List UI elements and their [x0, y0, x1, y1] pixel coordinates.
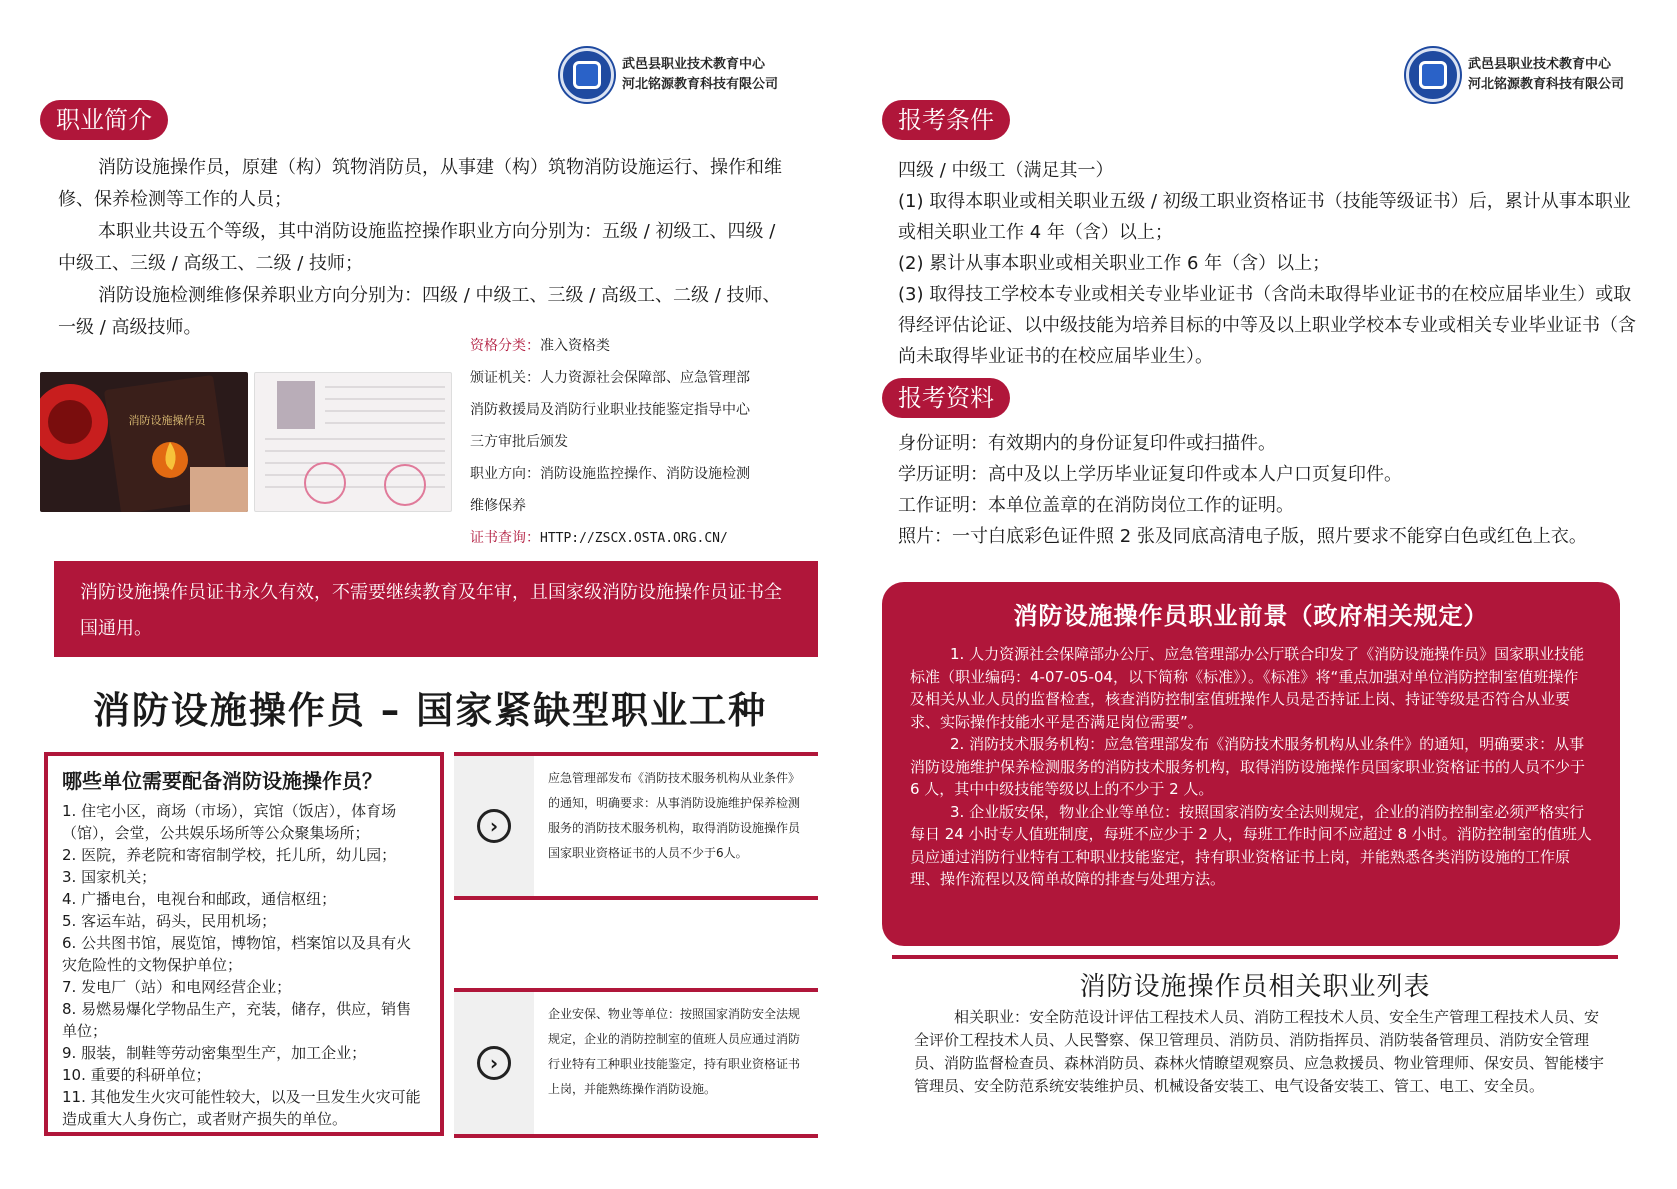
materials-text [898, 428, 1638, 552]
issuer-value: 人力资源社会保障部、应急管理部 [540, 370, 750, 386]
org-name-1: 武邑县职业技术教育中心 [622, 57, 766, 72]
divider-line [892, 955, 1618, 959]
prospect-paragraph-3: 3. 企业版安保，物业企业等单位：按照国家消防安全法则规定，企业的消防控制室必须严格实行每日 24 小时专人值班制度，每班不应少于 2 人，每班工作时间不应超过 8 小时。消防控制室的值班人员应通过消防行业特有工种职业技能鉴定，持有职业资格证书上岗，并能熟悉各类消防设施的工作原理、操作流程以及简单故障的排查与处理方法。 [910, 802, 1592, 888]
book-cover-text: 消防设施操作员 [128, 414, 206, 427]
certificate-page-photo [254, 372, 452, 512]
unit-item: 2. 医院，养老院和寄宿制学校，托儿所，幼儿园； [62, 846, 397, 864]
condition-line-2: (1) 取得本职业或相关职业五级 / 初级工职业资格证书（技能等级证书）后，累计从事本职业或相关职业工作 4 年（含）以上； [898, 191, 1631, 243]
notice-card-2 [454, 988, 818, 1138]
conditions-text [898, 155, 1638, 372]
notice-text-2: 企业安保、物业等单位：按照国家消防安全法规规定，企业的消防控制室的值班人员应通过消防行业特有工种职业技能鉴定，持有职业资格证书上岗，并能熟练操作消防设施。 [548, 1007, 801, 1096]
units-title: 哪些单位需要配备消防设施操作员？ [62, 769, 382, 793]
org-name-1: 武邑县职业技术教育中心 [1468, 57, 1612, 72]
issuer-cont: 消防救援局及消防行业职业技能鉴定指导中心 [470, 402, 750, 418]
unit-item: 7. 发电厂（站）和电网经营企业； [62, 978, 292, 996]
units-list [62, 800, 426, 1130]
certificate-book-photo [40, 372, 248, 512]
prospect-paragraph-1: 1. 人力资源社会保障部办公厅、应急管理部办公厅联合印发了《消防设施操作员》国家职业技能标准（职业编码：4-07-05-04，以下简称《标准》）。《标准》将“重点加强对单位消防控制室值班操作及相关从业人员的监督检查，核查消防控制室值班操作人员是否持证上岗、持证等级是否符合从业要求、实际操作技能水平是否满足岗位需要”。 [910, 645, 1585, 731]
unit-item: 6. 公共图书馆，展览馆，博物馆，档案馆以及具有火灾危险性的文物保护单位； [62, 934, 412, 974]
issuer-cont-2: 三方审批后颁发 [470, 434, 568, 450]
certificate-page-illustration [255, 373, 452, 512]
notice-card-1 [454, 752, 818, 900]
tag-job-intro: 职业简介 [40, 100, 168, 140]
arrow-right-icon: › [477, 1046, 511, 1080]
unit-item: 3. 国家机关； [62, 868, 157, 886]
material-line-4: 照片：一寸白底彩色证件照 2 张及同底高清电子版，照片要求不能穿白色或红色上衣。 [898, 526, 1587, 547]
certificate-book-illustration [40, 372, 248, 512]
intro-paragraph-3: 消防设施检测维修保养职业方向分别为：四级 / 中级工、三级 / 高级工、二级 / 技师、一级 / 高级技师。 [58, 285, 781, 338]
material-line-3: 工作证明：本单位盖章的在消防岗位工作的证明。 [898, 495, 1294, 516]
prospect-body [910, 643, 1592, 891]
query-label: 证书查询： [470, 530, 540, 546]
prospect-panel [882, 582, 1620, 946]
header-logo-left [560, 48, 778, 102]
school-seal-icon [560, 48, 614, 102]
condition-line-1: 四级 / 中级工（满足其一） [898, 160, 1114, 181]
qualification-info [470, 330, 810, 555]
intro-paragraph-1: 消防设施操作员，原建（构）筑物消防员，从事建（构）筑物消防设施运行、操作和维修、保养检测等工作的人员； [58, 157, 782, 210]
condition-line-4: (3) 取得技工学校本专业或相关专业毕业证书（含尚未取得毕业证书的在校应届毕业生）或取得经评估论证、以中级技能为培养目标的中等及以上职业学校本专业或相关专业毕业证书（含尚未取得毕业证书的在校应届毕业生）。 [898, 284, 1636, 367]
related-jobs-text: 相关职业：安全防范设计评估工程技术人员、消防工程技术人员、安全生产管理工程技术人员、安全评价工程技术人员、人民警察、保卫管理员、消防员、消防指挥员、消防装备管理员、消防安全管理员、消防监督检查员、森林消防员、森林火情瞭望观察员、应急救援员、物业管理师、保安员、智能楼宇管理员、安全防范系统安装维护员、机械设备安装工、电气设备安装工、管工、电工、安全员。 [914, 1008, 1605, 1095]
direction-value: 消防设施监控操作、消防设施检测 [540, 466, 750, 482]
tag-materials: 报考资料 [882, 378, 1010, 418]
condition-line-3: (2) 累计从事本职业或相关职业工作 6 年（含）以上； [898, 253, 1331, 274]
unit-item: 8. 易燃易爆化学物品生产，充装，储存，供应，销售单位； [62, 1000, 412, 1040]
unit-item: 1. 住宅小区，商场（市场），宾馆（饭店），体育场（馆），会堂，公共娱乐场所等公众聚集场所； [62, 802, 397, 842]
org-name-2: 河北铭源教育科技有限公司 [1468, 77, 1625, 92]
validity-banner: 消防设施操作员证书永久有效，不需要继续教育及年审，且国家级消防设施操作员证书全国通用。 [54, 561, 818, 657]
material-line-1: 身份证明：有效期内的身份证复印件或扫描件。 [898, 433, 1276, 454]
issuer-label: 颁证机关： [470, 370, 540, 386]
direction-label: 职业方向： [470, 466, 540, 482]
unit-item: 9. 服装，制鞋等劳动密集型生产，加工企业； [62, 1044, 367, 1062]
direction-cont: 维修保养 [470, 498, 526, 514]
arrow-right-icon: › [477, 809, 511, 843]
unit-item: 11. 其他发生火灾可能性较大，以及一旦发生火灾可能造成重大人身伤亡，或者财产损失的单位。 [62, 1088, 421, 1128]
units-box [44, 752, 444, 1136]
school-seal-icon [1406, 48, 1460, 102]
category-label: 资格分类： [470, 338, 540, 354]
intro-paragraph-2: 本职业共设五个等级，其中消防设施监控操作职业方向分别为：五级 / 初级工、四级 / 中级工、三级 / 高级工、二级 / 技师； [58, 221, 776, 274]
tag-conditions: 报考条件 [882, 100, 1010, 140]
prospect-title: 消防设施操作员职业前景（政府相关规定） [1013, 602, 1489, 630]
unit-item: 4. 广播电台，电视台和邮政，通信枢纽； [62, 890, 337, 908]
related-jobs-title: 消防设施操作员相关职业列表 [1079, 972, 1431, 1002]
job-intro-text [58, 152, 798, 344]
header-logo-right [1406, 48, 1624, 102]
notice-text-1: 应急管理部发布《消防技术服务机构从业条件》的通知，明确要求：从事消防设施维护保养检测服务的消防技术服务机构，取得消防设施操作员国家职业资格证书的人员不少于6人。 [548, 771, 801, 860]
headline: 消防设施操作员 – 国家紧缺型职业工种 [92, 689, 768, 732]
org-name-2: 河北铭源教育科技有限公司 [622, 77, 779, 92]
unit-item: 10. 重要的科研单位； [62, 1066, 211, 1084]
material-line-2: 学历证明：高中及以上学历毕业证复印件或本人户口页复印件。 [898, 464, 1402, 485]
unit-item: 5. 客运车站，码头，民用机场； [62, 912, 277, 930]
query-link[interactable]: HTTP://ZSCX.OSTA.ORG.CN/ [540, 531, 728, 546]
category-value: 准入资格类 [540, 338, 610, 354]
prospect-paragraph-2: 2. 消防技术服务机构：应急管理部发布《消防技术服务机构从业条件》的通知，明确要求：从事消防设施维护保养检测服务的消防技术服务机构，取得消防设施操作员国家职业资格证书的人员不少于 6 人，其中中级技能等级以上的不少于 2 人。 [910, 735, 1586, 798]
